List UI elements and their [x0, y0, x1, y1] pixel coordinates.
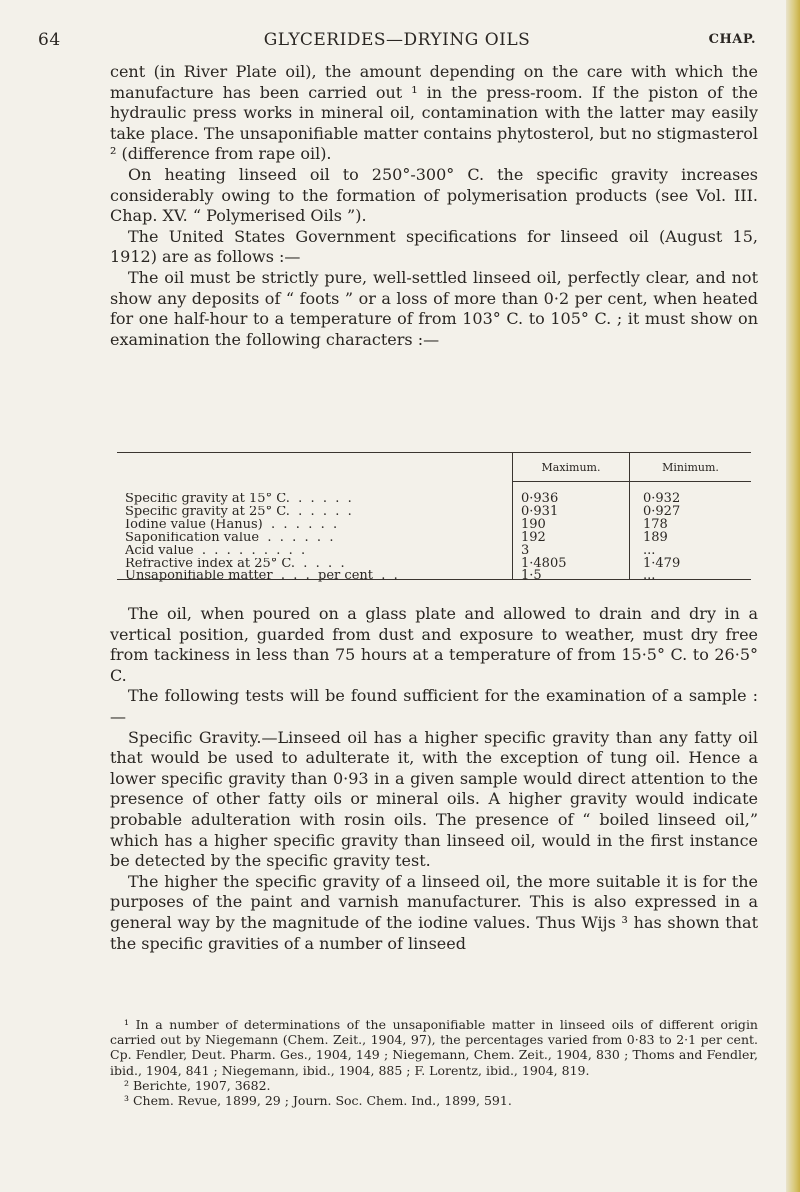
table-cell-max: 1·5 — [521, 568, 542, 584]
table-row-labels — [125, 493, 509, 583]
running-header — [38, 30, 756, 54]
running-title: GLYCERIDES—DRYING OILS — [263, 30, 531, 50]
table-cell-max: 3 — [521, 542, 530, 558]
table-cell-min: 189 — [643, 529, 668, 545]
table-cell-min: 0·927 — [643, 503, 681, 519]
table-min-values — [643, 493, 680, 583]
table-row-label: Iodine value (Hanus) . . . . . . — [125, 518, 338, 532]
table-cell-max: 190 — [521, 516, 546, 532]
paragraph: The higher the specific gravity of a linseed oil, the more suitable it is for the purposes of the paint and varnish manufacturer. This is also expressed in a general way by the magnitude of the iodine values. Thus Wijs ³ has shown that the specific gravities of a number of linseed — [110, 871, 758, 953]
paragraph: The following tests will be found sufficient for the examination of a sample :— — [110, 686, 758, 726]
footnote: ³ Chem. Revue, 1899, 29 ; Journ. Soc. Chem. Ind., 1899, 591. — [124, 1093, 512, 1109]
table-row-label: Acid value . . . . . . . . . — [125, 544, 306, 558]
table-row-label: Unsaponifiable matter . . . per cent . . — [125, 570, 398, 584]
column-header-maximum: Maximum. — [541, 461, 601, 474]
table-max-values — [521, 493, 567, 583]
specification-table — [117, 452, 751, 584]
footnote: ² Berichte, 1907, 3682. — [124, 1077, 271, 1093]
table-row-label: Refractive index at 25° C. . . . . — [125, 557, 345, 571]
table-cell-min: 0·932 — [643, 491, 681, 506]
footnotes — [110, 1017, 758, 1108]
table-row-label: Specific gravity at 25° C. . . . . . — [125, 505, 352, 519]
page-edge-shadow — [786, 0, 800, 1192]
paragraph: The oil must be strictly pure, well-settled linseed oil, perfectly clear, and not show any deposits of “ foots ” or a loss of more than 0·2 per cent, when heated for one half-hour to a temperature of from 103° C. to 105° C. ; it must show on examination the following characters :— — [110, 267, 758, 349]
body-text-top — [110, 62, 758, 350]
table-cell-min: ... — [643, 542, 656, 558]
table-header-rule — [512, 481, 751, 482]
paragraph: The United States Government specifications for linseed oil (August 15, 1912) are as follows :— — [110, 226, 758, 267]
table-cell-max: 0·931 — [521, 503, 559, 519]
chapter-label: CHAP. — [708, 32, 756, 47]
table-cell-max: 0·936 — [521, 491, 559, 506]
footnote: ¹ In a number of determinations of the unsaponifiable matter in linseed oils of different origin carried out by Niegemann (Chem. Zeit., 1904, 97), the percentages varied from 0·83 to 2·1 per cent. Cp. Fendler, Deut. Pharm. Ges., 1904, 149 ; Niegemann, Chem. Zeit., 1904, 830 ; Thoms and Fendler, ibid., 1904, 841 ; Niegemann, ibid., 1904, 885 ; F. Lorentz, ibid., 1904, 819. — [110, 1017, 758, 1078]
column-header-minimum: Minimum. — [662, 461, 719, 474]
table-row-label: Specific gravity at 15° C. . . . . . — [125, 493, 352, 506]
table-cell-min: 1·479 — [643, 555, 681, 571]
table-cell-min: ... — [643, 568, 656, 584]
paragraph: On heating linseed oil to 250°-300° C. the specific gravity increases considerably owing to the formation of polymerisation products (see Vol. III. Chap. XV. “ Polymerised Oils ”). — [110, 164, 758, 226]
table-cell-max: 1·4805 — [521, 555, 567, 571]
table-row-label: Saponification value . . . . . . — [125, 531, 334, 545]
paragraph: Specific Gravity.—Linseed oil has a higher specific gravity than any fatty oil that would be used to adulterate it, with the exception of tung oil. Hence a lower specific gravity than 0·93 in a given sample would direct attention to the presence of other fatty oils or mineral oils. A higher gravity would indicate probable adulteration with rosin oils. The presence of “ boiled linseed oil,” which has a higher specific gravity than linseed oil, would in the first instance be detected by the specific gravity test. — [110, 727, 758, 871]
body-text-bottom — [110, 604, 758, 954]
paragraph: cent (in River Plate oil), the amount depending on the care with which the manufacture has been carried out ¹ in the press-room. If the piston of the hydraulic press works in mineral oil, contamination with the latter may easily take place. The unsaponifiable matter contains phytosterol, but no stigmasterol ² (difference from rape oil). — [110, 62, 758, 164]
table-cell-max: 192 — [521, 529, 546, 545]
page-number: 64 — [38, 30, 61, 50]
table-cell-min: 178 — [643, 516, 668, 532]
paragraph: The oil, when poured on a glass plate and allowed to drain and dry in a vertical position, guarded from dust and exposure to weather, must dry free from tackiness in less than 75 hours at a temperature of from 15·5° C. to 26·5° C. — [110, 604, 758, 685]
